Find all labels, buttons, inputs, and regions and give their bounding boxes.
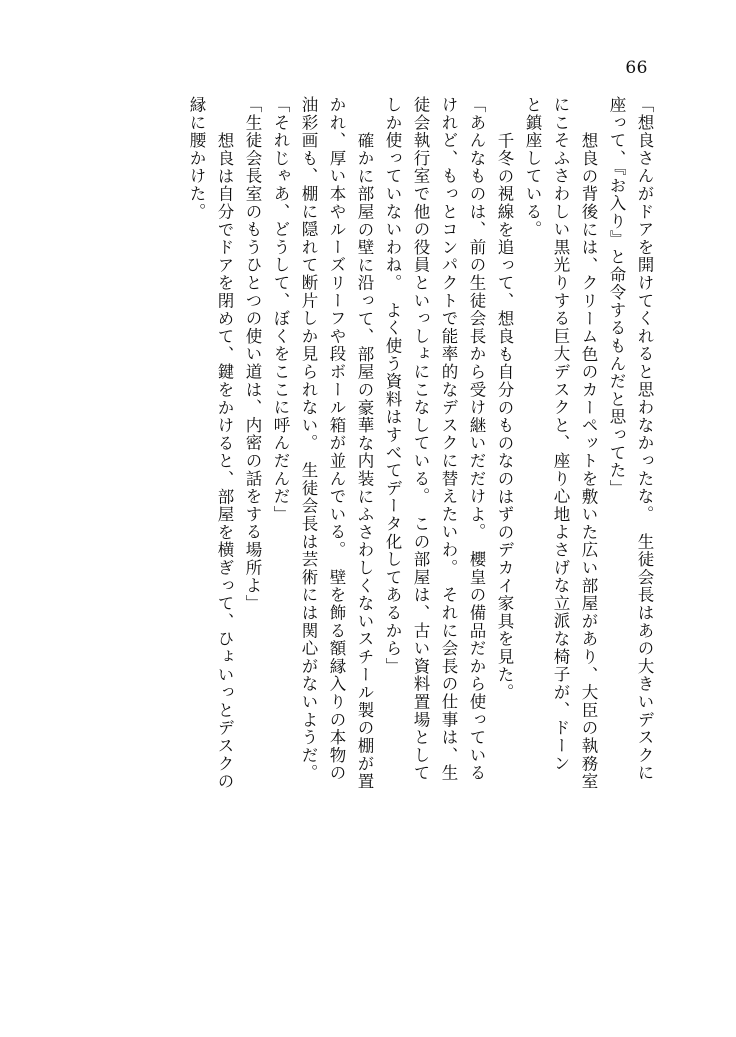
page-number: 66 <box>625 58 648 78</box>
text-column: 座って、『お入り』と命令するもんだと思ってた」 <box>607 96 626 498</box>
text-column: 縁に腰かけた。 <box>187 96 206 221</box>
text-column: 「それじゃあ、どうして、ぼくをここに呼んだんだ」 <box>271 96 290 524</box>
vertical-text-body <box>64 96 652 976</box>
text-column: 想良の背後には、クリーム色のカーペットを敷いた広い部屋があり、大臣の執務室 <box>579 114 598 791</box>
text-column: 徒会執行室で他の役員といっしょにこなしている。 この部屋は、古い資料置場として <box>411 96 430 782</box>
text-column: にこそふさわしい黒光りする巨大デスクと、座り心地よさげな立派な椅子が、ドーン <box>551 96 570 773</box>
text-column: けれど、もっとコンパクトで能率的なデスクに替えたいわ。 それに会長の仕事は、生 <box>439 96 458 782</box>
text-column: かれ、厚い本やルーズリーフや段ボール箱が並んでいる。 壁を飾る額縁入りの本物の <box>327 96 346 782</box>
text-column: と鎮座している。 <box>523 96 542 239</box>
text-column: しか使っていないわね。 よく使う資料はすべてデータ化してあるから」 <box>383 96 402 676</box>
text-column: 油彩画も、棚に隠れて断片しか見られない。 生徒会長は芸術には関心がないようだ。 <box>299 96 318 782</box>
text-column: 想良は自分でドアを閉めて、鍵をかけると、部屋を横ぎって、ひょいっとデスクの <box>215 114 234 791</box>
text-column: 確かに部屋の壁に沿って、部屋の豪華な内装にふさわしくないスチール製の棚が置 <box>355 114 374 791</box>
text-column: 「想良さんがドアを開けてくれると思わなかったな。 生徒会長はあの大きいデスクに <box>635 96 654 782</box>
text-column: 「あんなものは、前の生徒会長から受け継いだだけよ。 櫻皇の備品だから使っている <box>467 96 486 782</box>
text-column: 「生徒会長室のもうひとつの使い道は、内密の話をする場所よ」 <box>243 96 262 613</box>
text-column: 千冬の視線を追って、想良も自分のものなのはずのデカイ家具を見た。 <box>495 114 514 702</box>
